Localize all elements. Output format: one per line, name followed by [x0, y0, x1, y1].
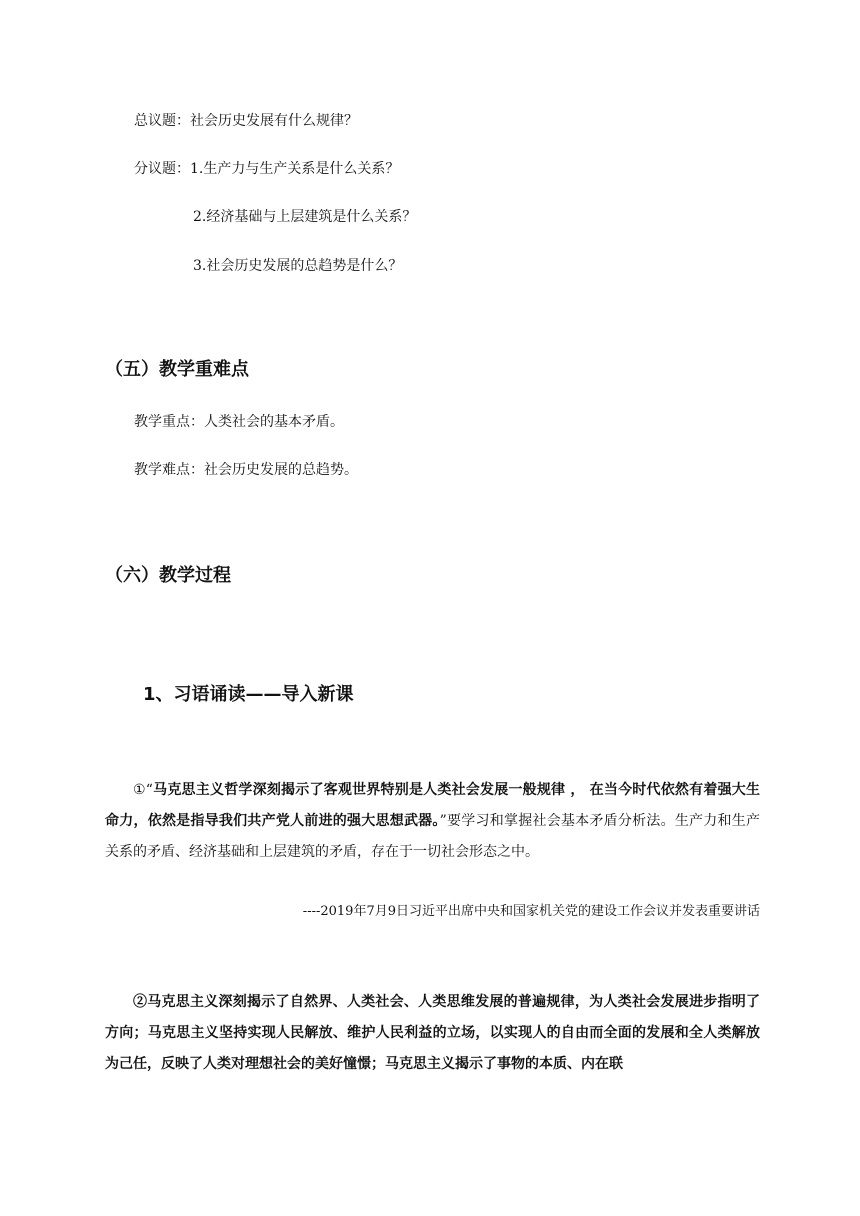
quote-2-paragraph: ②马克思主义深刻揭示了自然界、人类社会、人类思维发展的普遍规律，为人类社会发展进步指明了方向；马克思主义坚持实现人民解放、维护人民利益的立场，以实现人的自由而全面的发展和全人类解放为己任，反映了人类对理想社会的美好憧憬；马克思主义揭示了事物的本质、内在联 — [105, 994, 760, 1072]
quote-1-marker: ①“ — [133, 782, 153, 798]
section-5-heading: （五）教学重难点 — [105, 359, 249, 380]
quote-1-source: ----2019年7月9日习近平出席中央和国家机关党的建设工作会议并发表重要讲话 — [302, 904, 760, 919]
section-6-heading: （六）教学过程 — [105, 565, 231, 586]
sub-topic-2: 2.经济基础与上层建筑是什么关系？ — [193, 209, 417, 225]
sub-topic-1: 分议题：1.生产力与生产关系是什么关系？ — [134, 161, 400, 177]
main-topic: 总议题：社会历史发展有什么规律？ — [134, 113, 358, 129]
step-1-heading: 1、习语诵读——导入新课 — [143, 684, 354, 705]
key-point: 教学重点：人类社会的基本矛盾。 — [134, 414, 344, 430]
quote-1-bold-text: 马克思主义哲学深刻揭示了客观世界特别是人类社会发展一般规律 ， 在当今时代依然有着强大生命力，依然是指导我们共产党人前进的强大思想武器。 — [105, 782, 760, 829]
sub-topic-3: 3.社会历史发展的总趋势是什么？ — [193, 258, 403, 274]
difficult-point: 教学难点：社会历史发展的总趋势。 — [134, 462, 358, 478]
quote-1-normal-text: ”要学习和掌握社会基本矛盾分析法。生产力和生产关系的矛盾、经济基础和上层建筑的矛盾，存在于一切社会形态之中。 — [105, 813, 760, 860]
quote-1-paragraph — [105, 775, 760, 868]
